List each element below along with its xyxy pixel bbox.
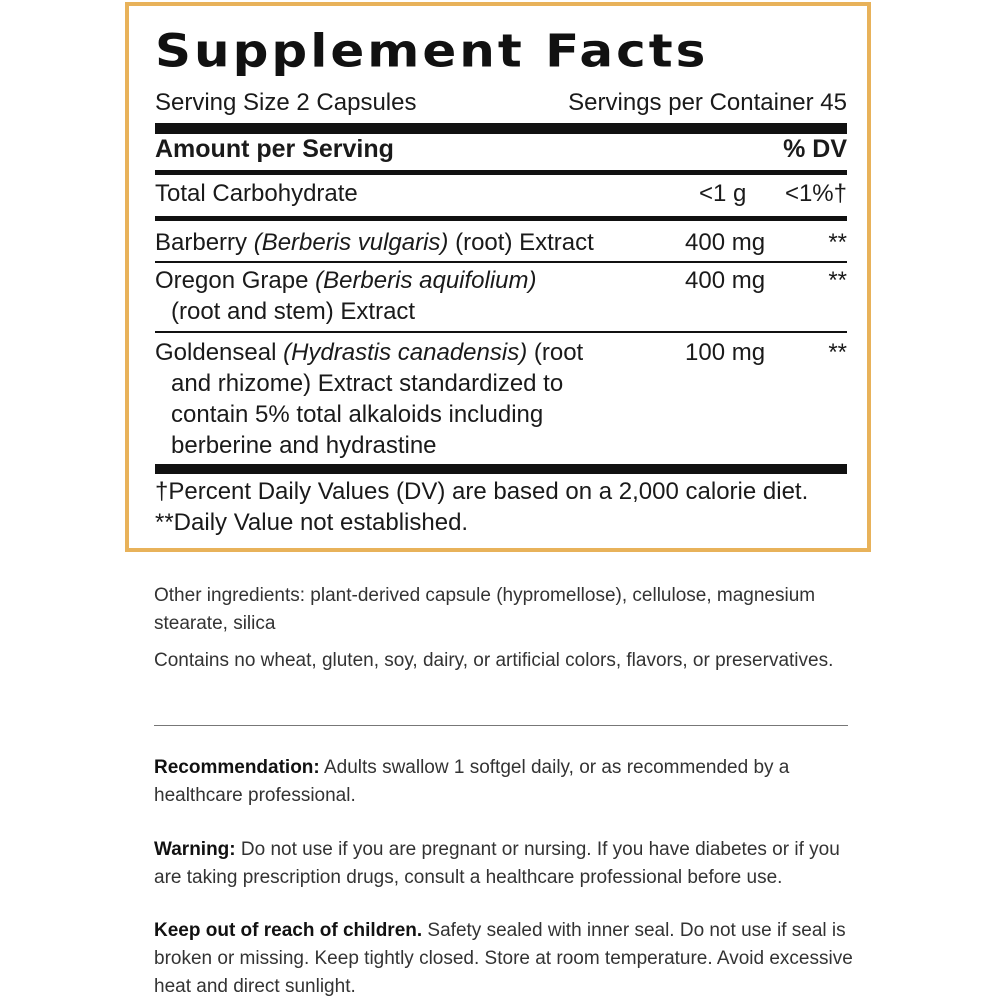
rule-thick xyxy=(155,464,847,474)
header-row xyxy=(155,134,847,164)
ingredient-part: (root xyxy=(527,339,584,366)
contains-no: Contains no wheat, gluten, soy, dairy, or artificial colors, flavors, or preservatives. xyxy=(154,650,834,671)
recommendation-text: Adults swallow 1 softgel daily, or as recommended by a healthcare professional. xyxy=(154,757,790,806)
ingredient-name-continued: contain 5% total alkaloids including xyxy=(171,401,544,428)
header-amount: Amount per Serving xyxy=(155,135,394,163)
ingredient-latin: (Berberis vulgaris) xyxy=(253,229,449,256)
supplement-facts-panel xyxy=(125,2,871,552)
rule-medium xyxy=(155,216,847,221)
ingredient-amount: 400 mg xyxy=(685,267,766,294)
carb-dv: <1%† xyxy=(784,180,847,207)
warning-text: Do not use if you are pregnant or nursing. If you have diabetes or if you are taking prescription drugs, consult a healthcare professional before use. xyxy=(154,839,840,888)
keep-out-text: Safety sealed with inner seal. Do not use if seal is broken or missing. Keep tightly closed. Store at room temperature. Avoid excessive heat and direct sunlight. xyxy=(154,920,853,997)
footnote-not-established: **Daily Value not established. xyxy=(155,509,469,536)
carb-name: Total Carbohydrate xyxy=(155,180,358,207)
rule-thin xyxy=(155,261,847,263)
ingredient-name: Oregon Grape xyxy=(155,267,316,294)
ingredient-latin: (Hydrastis canadensis) xyxy=(283,339,528,366)
warning-label: Warning: xyxy=(154,839,236,860)
ingredient-name-continued: berberine and hydrastine xyxy=(171,432,437,459)
serving-size: Serving Size 2 Capsules xyxy=(155,89,417,116)
ingredient-dv: ** xyxy=(828,339,847,366)
ingredient-name: Barberry xyxy=(155,229,254,256)
carb-amount: <1 g xyxy=(699,180,747,207)
keep-out-label: Keep out of reach of children. xyxy=(154,920,423,941)
ingredient-latin: (Berberis aquifolium) xyxy=(315,267,537,294)
ingredient-amount: 100 mg xyxy=(685,339,766,366)
warning xyxy=(154,836,854,892)
ingredient-amount: 400 mg xyxy=(685,229,766,256)
recommendation-label: Recommendation: xyxy=(154,757,320,778)
ingredient-name-continued: (root and stem) Extract xyxy=(171,298,416,325)
rule-thin xyxy=(155,331,847,333)
servings-per-container: Servings per Container 45 xyxy=(568,89,847,116)
ingredient-dv: ** xyxy=(828,229,847,256)
ingredient-name-continued: and rhizome) Extract standardized to xyxy=(171,370,564,397)
facts-footnotes xyxy=(155,476,847,538)
ingredient-name: Goldenseal xyxy=(155,339,284,366)
other-ingredients: Other ingredients: plant-derived capsule (hypromellose), cellulose, magnesium stearate, silica xyxy=(154,585,816,634)
footnote-dv: †Percent Daily Values (DV) are based on a 2,000 calorie diet. xyxy=(155,478,809,505)
rule-medium xyxy=(155,170,847,175)
rule-thick xyxy=(155,123,847,134)
facts-title: Supplement Facts xyxy=(155,24,709,78)
ingredient-part: (root) Extract xyxy=(448,229,594,256)
keep-out xyxy=(154,917,854,1001)
header-dv: % DV xyxy=(783,135,847,163)
ingredient-dv: ** xyxy=(828,267,847,294)
recommendation xyxy=(154,754,854,810)
section-divider xyxy=(154,725,848,726)
